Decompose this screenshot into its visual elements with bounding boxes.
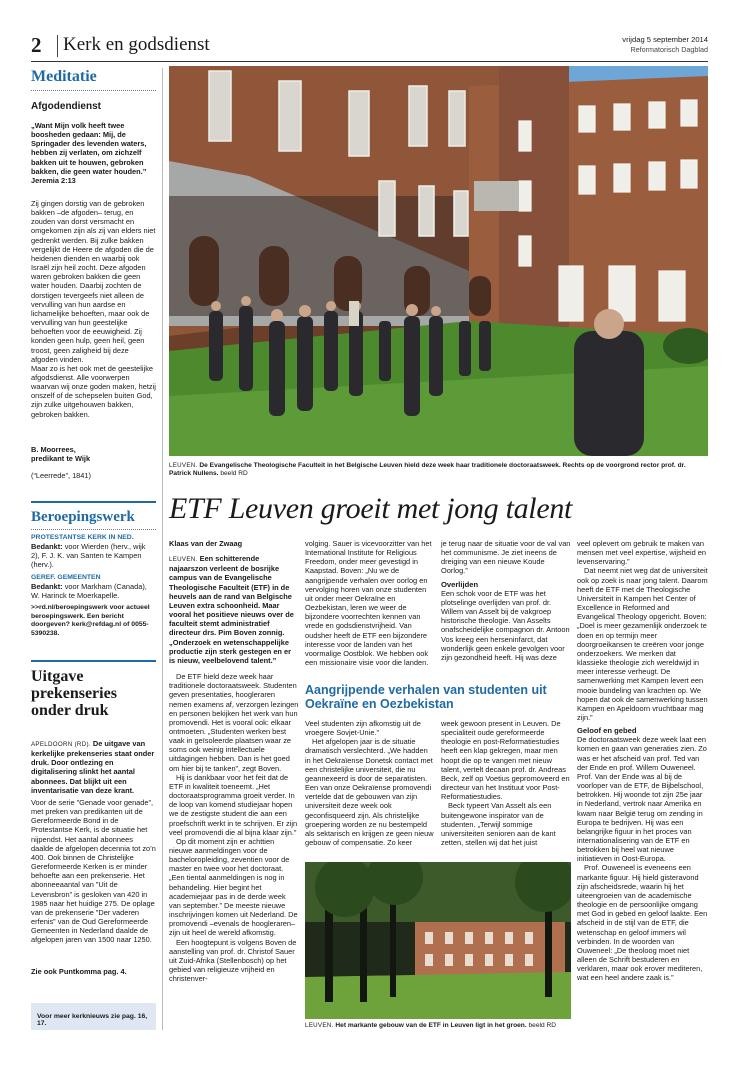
article-column-3-lower: week gewoon present in Leuven. De specialiteit oude gereformeerde theologie en post-Reformatiestudies heeft een klap gekregen, maar men hoopt die op te vangen met nieuw talent, vertelt decaan prof. dr. Andreas Beck, zelf op Voetius gepromoveerd en directeur van het Instituut voor Post-Reformatiestudies. Beck typeert Van Asselt als een buitengewone inspirator van de studenten. „Terwijl sommige universiteiten senioren aan de kant zetten, stellen wij dat het juist bbox=[441, 719, 570, 848]
meditatie-body: Zij gingen dorstig van de gebroken bakken –de afgoden– terug, en zouden van dorst versmacht en omgekomen zijn als zij van elders niet gedrenkt werden. Bij zulke bakken vergelijkt de Heere de afgoden die de heidenen dienden en waarbij ook Israël zijn heil zocht. Deze afgoden waren gebroken bakken die geen water houden. Daarbij zochten de dorstigen tevergeefs niet alleen de vervulling van hun aardse en lichamelijke behoeften, maar ook de vervulling van hun geestelijke behoeften voor de eeuwigheid. Zij konden geen hulp, geen heil, geen troost, geen zaligheid bij deze afgoden vinden. Maar zo is het ook met de geestelijke afgodsdienst. Alle voorwerpen waarvan wij onze goden maken, hetzij onszelf of de schepselen buiten God, zijn zulke uitgehouwen bakken, gebroken bakken. bbox=[31, 199, 156, 419]
campus-photo-caption: LEUVEN. Het markante gebouw van de ETF in Leuven ligt in het groen. beeld RD bbox=[305, 1022, 557, 1029]
header-rule bbox=[31, 61, 708, 62]
church-name: PROTESTANTSE KERK IN NED. bbox=[31, 534, 134, 541]
divider bbox=[31, 529, 156, 530]
meditatie-title: Afgodendienst bbox=[31, 101, 101, 112]
uitgave-lead: APELDOORN (RD). De uitgave van kerkelijke prekenseries staat onder druk. Door ontlezing en digitalisering slinkt het aantal abonnees. Dat blijkt uit een inventarisatie van deze krant. bbox=[31, 739, 155, 795]
divider bbox=[31, 501, 156, 503]
header-paper: Reformatorisch Dagblad bbox=[630, 45, 708, 54]
article-lead: LEUVEN. Een schitterende najaarszon verleent de bosrijke campus van de Evangelische Theologische Faculteit (ETF) in de heuvels aan de rand van Belgische Leuven extra schoonheid. Maar vooral het positieve nieuws over de faculteit stemt administratief directeur drs. Pim Boven zonnig. „Onderzoek en wetenschappelijke productie zijn sterk gestegen en er is nieuw, veelbelovend talent.” bbox=[169, 554, 294, 665]
article-column-3: je terug naar de situatie voor de val van het communisme. Je ziet ineens de dreiging van een nieuwe Koude Oorlog.” Overlijden Een schok voor de ETF was het plotselinge overlijden van prof. dr. Willem van Asselt bij de vakgroep historische theologie. Van Asselts onafscheidelijke compagnon dr. Antoon Vos kreeg een herseninfarct, dat wonderlijk geen enkele gevolgen voor zijn gezondheid heeft. Hij was deze bbox=[441, 539, 571, 662]
article-subhead: Aangrijpende verhalen van studenten uit Oekraïne en Oezbekistan bbox=[305, 683, 547, 711]
campus-photo-illustration bbox=[305, 862, 571, 1019]
article-column-1: Klaas van der Zwaag LEUVEN. Een schitterende najaarszon verleent de bosrijke campus van de Evangelische Theologische Faculteit (ETF) in de heuvels aan de rand van Belgische Leuven extra schoonheid. Maar vooral het positieve nieuws over de faculteit stemt administratief directeur drs. Pim Boven zonnig. „Onderzoek en wetenschappelijke productie zijn sterk gestegen en er is nieuw, veelbelovend talent.” De ETF hield deze week haar traditionele doctoraatsweek. Studenten geven presentaties, hoogleraren nemen examens af, verzorgen lezingen en personen bekijken het werk van hun promovendi. Het is vooral ook: elkaar ontmoeten. „Studenten werken best vaak in geïsoleerde plaatsen waar ze soms ook weinig intellectuele uitdagingen hebben. Dan is het goed om hier bij te tanken”, zegt Boven. Hij is dankbaar voor het feit dat de ETF in kwaliteit toeneemt. „Het doctoraatsprogramma groeit verder. In de loop van komend studiejaar hopen we de zestigste student die aan een proefschrift werkt in te schrijven. Er zijn veel promovendi die al bijna klaar zijn.” Op dit moment zijn er achttien nieuwe aanmeldingen voor de bacheloropleiding, zeventien voor de master en twee voor het doctoraat. „Een tiental aanmeldingen is nog in behandeling. Hier begint het academiejaar pas in de derde week van september.” De meeste nieuwe inschrijvingen komen uit Nederland. De promovendi –evenals de hoogleraren– zijn uit heel de wereld afkomstig. Een hoogtepunt is volgens Boven de aanstelling van prof. dr. Christof Sauer uit Zuid-Afrika (Stellenbosch) op het gebied van religieuze vrijheid en christenver- bbox=[169, 539, 299, 984]
article-byline: Klaas van der Zwaag bbox=[169, 539, 243, 548]
kerknieuws-box-text: Voor meer kerknieuws zie pag. 16, 17. bbox=[37, 1013, 148, 1027]
article-column-2: volging. Sauer is vicevoorzitter van het International Institute for Religious Freedom, onder meer gevestigd in Kaapstad. Boven: „Nu we de aangrijpende verhalen over oorlog en vervolging horen van onze studenten uit onder meer Oekraïne en Oezbekistan, leren we weer de bijzondere voorrechten kennen van vrede en godsdienstvrijheid. Van oudsher heeft de ETF een bijzondere interesse voor de landen van het voormalige Oostblok. We hebben ook een missionaire visie voor die landen. bbox=[305, 539, 432, 668]
subheading-geloof: Geloof en gebed bbox=[577, 726, 637, 736]
meditatie-author: B. Moorrees, predikant te Wijk bbox=[31, 445, 91, 464]
article-column-2-lower: Veel studenten zijn afkomstig uit de vroegere Sovjet-Unie.” Het afgelopen jaar is de situatie dramatisch verslechterd. „We hadden in het Oekraïense Donetsk contact met een christelijke universiteit, die nu geannexeerd is door de separatisten. Een van onze Oekraïense promovendi vertelde dat de gebouwen van zijn universiteit deze week ook geconfisqueerd zijn. Als christelijke groepering worden ze nu bestempeld als sektarisch en krijgen ze geen nieuw gebouw of compensatie. Zo keer bbox=[305, 719, 434, 848]
section-title: Kerk en godsdienst bbox=[63, 34, 210, 55]
meditatie-heading: Meditatie bbox=[31, 68, 97, 85]
divider bbox=[31, 90, 156, 91]
kerknieuws-box[interactable] bbox=[31, 1003, 156, 1030]
article-column-4: veel oplevert om gebruik te maken van mensen met veel expertise, wijsheid en levenservaring.” Dat neemt niet weg dat de universiteit ook op zoek is naar jong talent. Daarom heeft de ETF met de Theologische Universiteit in Kampen het Center of Excellence in Reformed and Evangelical Theology opgericht. Boven: „Doel is meer gezamenlijk onderzoek te doen en op termijn meer doorgroeikansen te creëren voor jonge onderzoekers. We merken dat klassieke theologie zich wereldwijd in meer interesse verheugt. De samenwerking met Kampen levert een mooie bundeling van krachten op. We hopen dat ook de samenwerking tussen Kampen en Apeldoorn vruchtbaar mag zijn.” Geloof en gebed De doctoraatsweek deze week laat een komen en gaan van generaties zien. Zo was er het afscheid van prof. Ted van der Ende en prof. Willem Ouweneel. Prof. Van der Ende was al bij de voorloper van de ETF, de Bijbelschool, betrokken. Hij woonde tot zijn 25e jaar in Nederland, vertrok naar Amerika en kwam naar België terug om zending in Europa te bedrijven. Hij was een belangrijke figuur in het proces van internationalisering van de ETF en betrokken bij heel wat nieuwe initiatieven in Oost-Europa. Prof. Ouweneel is eveneens een markante figuur. Hij hield gisteravond zijn afscheidsrede, waarin hij het uiteengroeien van de academische theologie en de persoonlijke omgang met God in gebed en geloof laakte. Een afscheid in de stijl van de ETF, die wetenschap en geloof immers wil verbinden. In de woorden van Ouweneel: „De theoloog moet niet alleen de Schrift bestuderen en verklaren, maar ook erover mediteren, wat een heel andere zaak is.” bbox=[577, 539, 708, 983]
uitgave-more: Zie ook Puntkomma pag. 4. bbox=[31, 967, 127, 976]
subheading-overlijden: Overlijden bbox=[441, 579, 479, 589]
meditatie-source: (“Leerrede”, 1841) bbox=[31, 471, 91, 480]
column-divider bbox=[162, 68, 163, 1030]
page-number: 2 bbox=[31, 33, 42, 57]
article-headline: ETF Leuven groeit met jong talent bbox=[169, 492, 573, 525]
beroepingswerk-heading: Beroepingswerk bbox=[31, 509, 135, 525]
main-photo-illustration bbox=[169, 66, 708, 456]
main-photo bbox=[169, 66, 708, 456]
uitgave-body: Voor de serie ”Genade voor genade”, met preken van predikanten uit de Gereformeerde Bond in de Protestantse Kerk, is de situatie het nijpendst. Het aantal abonnees daalde de afgelopen decennia tot zo’n 400. Ook binnen de Christelijke Gereformeerde Kerken is er minder behoefte aan een prekenserie. Het abonneeaantal van ”Uit de Levensbron” is gesloken van 420 in 1985 naar het huidige 275. De oplage van de prekenserie ”Der vaderen erfenis” van de Oud Gereformeerde Gemeenten in Nederland daalde de afgelopen jaren van 1500 naar 1250. bbox=[31, 798, 156, 945]
header-divider bbox=[57, 35, 58, 57]
church-name: GEREF. GEMEENTEN bbox=[31, 573, 101, 581]
main-photo-caption: LEUVEN. De Evangelische Theologische Faculteit in het Belgische Leuven hield deze week haar traditionele doctoraatsweek. Rechts op de voorgrond rector prof. dr. Patrick Nullens. beeld RD bbox=[169, 462, 686, 477]
uitgave-title: Uitgave prekenseries onder druk bbox=[31, 668, 117, 719]
header-date: vrijdag 5 september 2014 bbox=[622, 35, 708, 44]
divider bbox=[31, 660, 156, 662]
campus-photo bbox=[305, 862, 571, 1019]
beroepingswerk-list: PROTESTANTSE KERK IN NED. Bedankt: voor Wierden (herv., wijk 2), F. J. K. van Santen te Kampen (herv.). GEREF. GEMEENTEN Bedankt: voor Markham (Canada), W. Harinck te Moerkapelle. >>rd.nl/beroepingswerk voor actueel beroepingswerk. Een bericht doorgeven? kerk@refdag.nl of 0055-5390238. bbox=[31, 533, 156, 638]
meditatie-quote: „Want Mijn volk heeft twee boosheden gedaan: Mij, de Springader des levenden waters, hebben zij verlaten, om zichzelf bakken uit te houwen, gebroken bakken, die geen water houden.” Jeremia 2:13 bbox=[31, 121, 147, 185]
beroepingswerk-link[interactable]: >>rd.nl/beroepingswerk voor actueel beroepingswerk. Een bericht doorgeven? kerk@refdag.nl of 0055-5390238. bbox=[31, 604, 150, 637]
